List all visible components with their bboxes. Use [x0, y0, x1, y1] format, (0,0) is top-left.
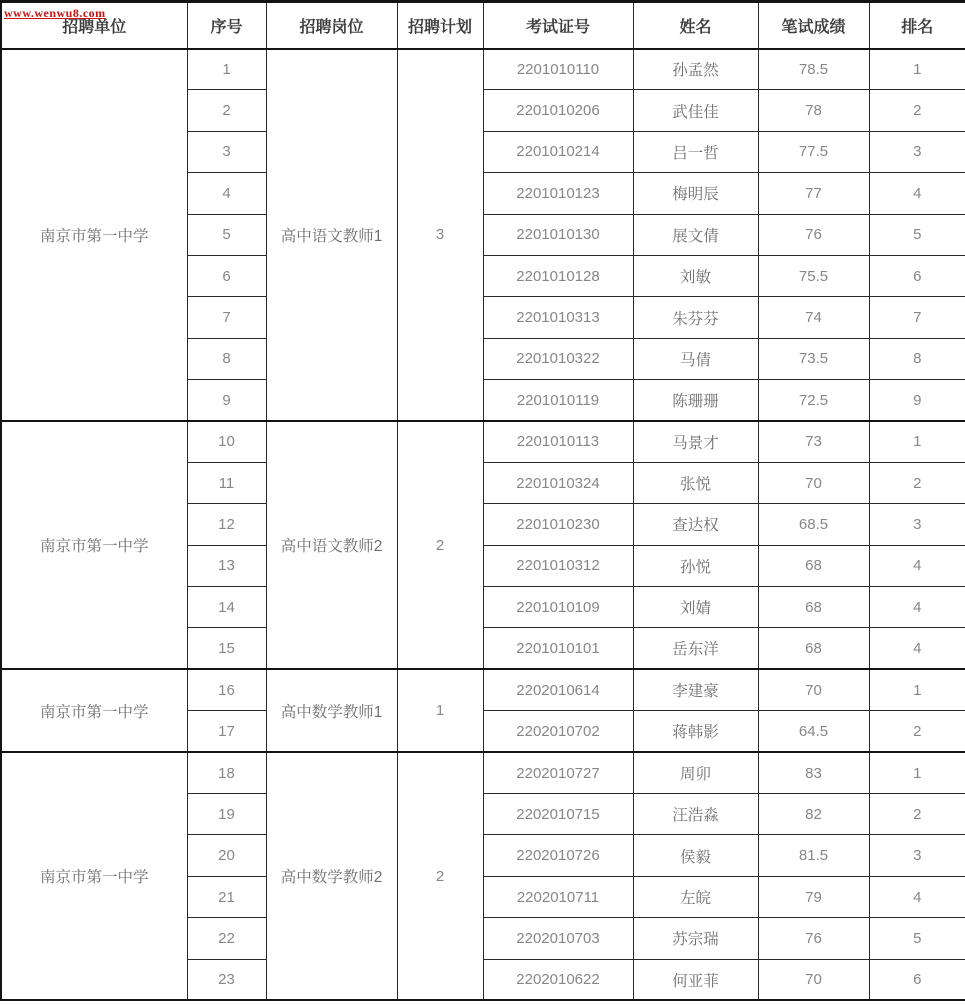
cell-rank: 1: [869, 49, 965, 90]
cell-rank: 1: [869, 669, 965, 710]
cell-rank: 2: [869, 794, 965, 835]
header-name: 姓名: [633, 2, 758, 49]
table-row: [1, 421, 965, 462]
cell-name: 岳东洋: [633, 628, 758, 669]
cell-name: 马景才: [633, 421, 758, 462]
cell-name: 马倩: [633, 338, 758, 379]
header-seq: 序号: [187, 2, 266, 49]
cell-exam-id: 2201010123: [483, 173, 633, 214]
cell-plan: 2: [397, 421, 483, 669]
cell-position: 高中数学教师1: [266, 669, 397, 752]
cell-position: 高中语文教师2: [266, 421, 397, 669]
cell-position: 高中数学教师2: [266, 752, 397, 1000]
cell-exam-id: 2201010206: [483, 90, 633, 131]
cell-exam-id: 2201010324: [483, 462, 633, 503]
cell-exam-id: 2201010312: [483, 545, 633, 586]
cell-plan: 1: [397, 669, 483, 752]
cell-seq: 2: [187, 90, 266, 131]
cell-rank: 6: [869, 959, 965, 1000]
cell-name: 张悦: [633, 462, 758, 503]
cell-seq: 19: [187, 794, 266, 835]
cell-score: 76: [758, 214, 869, 255]
cell-exam-id: 2201010128: [483, 255, 633, 296]
cell-seq: 9: [187, 380, 266, 421]
cell-score: 68: [758, 587, 869, 628]
cell-seq: 22: [187, 918, 266, 959]
cell-seq: 10: [187, 421, 266, 462]
cell-score: 82: [758, 794, 869, 835]
cell-exam-id: 2202010702: [483, 711, 633, 752]
cell-seq: 4: [187, 173, 266, 214]
cell-seq: 12: [187, 504, 266, 545]
cell-rank: 4: [869, 173, 965, 214]
cell-score: 78: [758, 90, 869, 131]
table-row: [1, 49, 965, 90]
cell-exam-id: 2201010110: [483, 49, 633, 90]
cell-name: 吕一哲: [633, 131, 758, 172]
cell-score: 70: [758, 462, 869, 503]
cell-score: 68.5: [758, 504, 869, 545]
cell-name: 左皖: [633, 876, 758, 917]
cell-seq: 16: [187, 669, 266, 710]
cell-exam-id: 2202010703: [483, 918, 633, 959]
cell-position: 高中语文教师1: [266, 49, 397, 422]
cell-score: 83: [758, 752, 869, 793]
cell-score: 79: [758, 876, 869, 917]
cell-name: 查达权: [633, 504, 758, 545]
header-plan: 招聘计划: [397, 2, 483, 49]
cell-score: 76: [758, 918, 869, 959]
cell-exam-id: 2201010119: [483, 380, 633, 421]
cell-exam-id: 2201010101: [483, 628, 633, 669]
cell-exam-id: 2202010614: [483, 669, 633, 710]
cell-unit: 南京市第一中学: [1, 49, 187, 422]
header-exam-id: 考试证号: [483, 2, 633, 49]
cell-name: 武佳佳: [633, 90, 758, 131]
cell-name: 展文倩: [633, 214, 758, 255]
cell-rank: 4: [869, 876, 965, 917]
cell-rank: 2: [869, 711, 965, 752]
header-position: 招聘岗位: [266, 2, 397, 49]
cell-score: 70: [758, 959, 869, 1000]
cell-rank: 2: [869, 90, 965, 131]
cell-plan: 3: [397, 49, 483, 422]
cell-score: 70: [758, 669, 869, 710]
cell-exam-id: 2202010726: [483, 835, 633, 876]
cell-exam-id: 2201010230: [483, 504, 633, 545]
cell-exam-id: 2201010113: [483, 421, 633, 462]
cell-name: 朱芬芬: [633, 297, 758, 338]
cell-exam-id: 2202010727: [483, 752, 633, 793]
cell-rank: 5: [869, 918, 965, 959]
cell-exam-id: 2201010130: [483, 214, 633, 255]
cell-seq: 17: [187, 711, 266, 752]
cell-seq: 8: [187, 338, 266, 379]
cell-seq: 23: [187, 959, 266, 1000]
cell-unit: 南京市第一中学: [1, 421, 187, 669]
cell-seq: 14: [187, 587, 266, 628]
cell-rank: 4: [869, 628, 965, 669]
cell-score: 77.5: [758, 131, 869, 172]
cell-rank: 7: [869, 297, 965, 338]
cell-exam-id: 2201010313: [483, 297, 633, 338]
cell-seq: 18: [187, 752, 266, 793]
cell-score: 64.5: [758, 711, 869, 752]
cell-exam-id: 2202010711: [483, 876, 633, 917]
cell-seq: 11: [187, 462, 266, 503]
cell-name: 蒋韩影: [633, 711, 758, 752]
cell-score: 72.5: [758, 380, 869, 421]
cell-rank: 3: [869, 835, 965, 876]
cell-score: 75.5: [758, 255, 869, 296]
cell-rank: 4: [869, 545, 965, 586]
cell-unit: 南京市第一中学: [1, 752, 187, 1000]
cell-rank: 3: [869, 131, 965, 172]
cell-name: 梅明辰: [633, 173, 758, 214]
cell-exam-id: 2202010715: [483, 794, 633, 835]
cell-name: 孙孟然: [633, 49, 758, 90]
cell-score: 68: [758, 545, 869, 586]
cell-name: 孙悦: [633, 545, 758, 586]
cell-name: 李建豪: [633, 669, 758, 710]
cell-name: 侯毅: [633, 835, 758, 876]
cell-name: 何亚菲: [633, 959, 758, 1000]
cell-score: 81.5: [758, 835, 869, 876]
cell-rank: 9: [869, 380, 965, 421]
cell-name: 周卯: [633, 752, 758, 793]
header-unit: 招聘单位: [1, 2, 187, 49]
cell-score: 78.5: [758, 49, 869, 90]
cell-exam-id: 2201010214: [483, 131, 633, 172]
cell-score: 68: [758, 628, 869, 669]
cell-seq: 6: [187, 255, 266, 296]
cell-rank: 5: [869, 214, 965, 255]
table-body: [1, 49, 965, 1001]
cell-score: 77: [758, 173, 869, 214]
cell-name: 陈珊珊: [633, 380, 758, 421]
header-rank: 排名: [869, 2, 965, 49]
cell-name: 汪浩淼: [633, 794, 758, 835]
cell-seq: 13: [187, 545, 266, 586]
cell-seq: 7: [187, 297, 266, 338]
cell-rank: 1: [869, 421, 965, 462]
header-score: 笔试成绩: [758, 2, 869, 49]
cell-score: 73.5: [758, 338, 869, 379]
cell-seq: 21: [187, 876, 266, 917]
cell-seq: 15: [187, 628, 266, 669]
cell-seq: 1: [187, 49, 266, 90]
cell-rank: 1: [869, 752, 965, 793]
cell-name: 刘敏: [633, 255, 758, 296]
cell-seq: 3: [187, 131, 266, 172]
cell-plan: 2: [397, 752, 483, 1000]
cell-score: 73: [758, 421, 869, 462]
cell-rank: 8: [869, 338, 965, 379]
cell-rank: 2: [869, 462, 965, 503]
cell-rank: 4: [869, 587, 965, 628]
cell-name: 刘婧: [633, 587, 758, 628]
cell-seq: 5: [187, 214, 266, 255]
cell-name: 苏宗瑞: [633, 918, 758, 959]
cell-exam-id: 2201010322: [483, 338, 633, 379]
cell-exam-id: 2201010109: [483, 587, 633, 628]
watermark: www.wenwu8.com: [4, 6, 106, 20]
cell-score: 74: [758, 297, 869, 338]
cell-rank: 3: [869, 504, 965, 545]
cell-exam-id: 2202010622: [483, 959, 633, 1000]
header-row: [1, 2, 965, 49]
table-row: [1, 752, 965, 793]
cell-rank: 6: [869, 255, 965, 296]
table-row: [1, 669, 965, 710]
cell-seq: 20: [187, 835, 266, 876]
cell-unit: 南京市第一中学: [1, 669, 187, 752]
